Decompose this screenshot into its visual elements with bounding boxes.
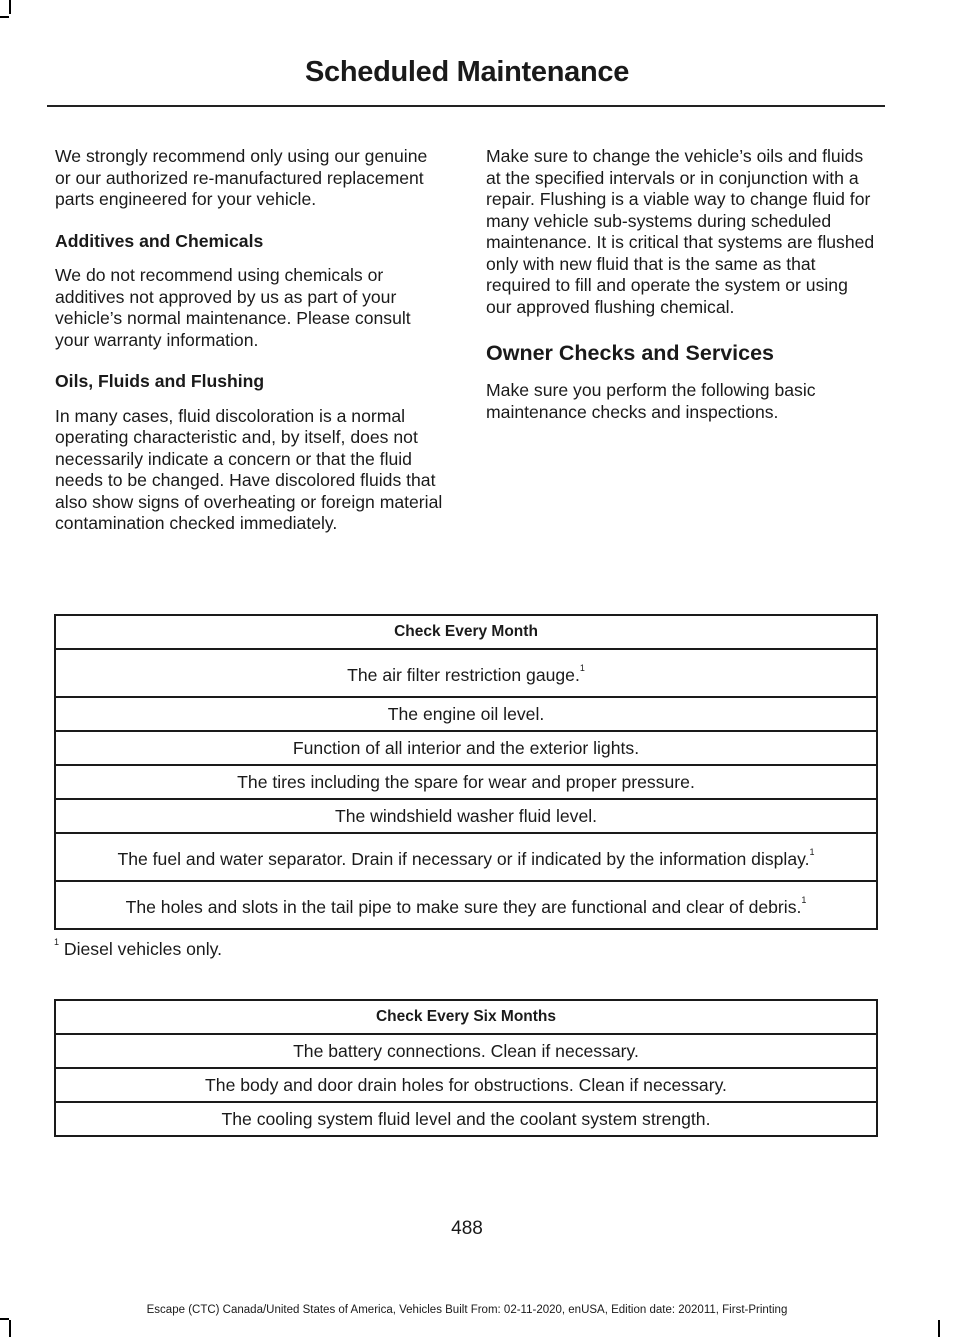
six-month-table-header: Check Every Six Months: [55, 1000, 877, 1034]
crop-mark: [938, 1320, 940, 1337]
table-row: The holes and slots in the tail pipe to make sure they are functional and clear of debris.$^1$: [55, 881, 877, 929]
footnote: $^1$ Diesel vehicles only.: [54, 937, 222, 959]
left-column: [55, 146, 447, 548]
crop-mark: [0, 16, 9, 18]
crop-mark: [0, 1318, 9, 1320]
flushing-paragraph: Make sure to change the vehicle’s oils and fluids at the specified intervals or in conjunction with a repair. Flushing is a viable way to change fluid for many vehicle sub-systems during scheduled maintenance. It is critical that systems are flushed only with new fluid that is the same as that required to fill and operate the system or using our approved flushing chemical.: [486, 146, 875, 317]
footer-text: Escape (CTC) Canada/United States of America, Vehicles Built From: 02-11-2020, enUSA, Edition date: 202011, First-Printing: [146, 1304, 788, 1316]
oils-paragraph: In many cases, fluid discoloration is a normal operating characteristic and, by itself, does not necessarily indicate a concern or that the fluid needs to be changed. Have discolored fluids that also show signs of overheating or foreign material contamination checked immediately.: [55, 405, 443, 533]
table-row: The engine oil level.: [55, 697, 877, 731]
six-month-check-table: [54, 999, 878, 1137]
crop-mark: [9, 0, 11, 14]
footnote-ref: 1: [579, 662, 585, 673]
oils-heading: Oils, Fluids and Flushing: [55, 371, 265, 391]
page-title: Scheduled Maintenance: [304, 56, 630, 88]
crop-mark: [9, 1320, 11, 1337]
footnote-ref: 1: [809, 846, 815, 857]
table-row: The windshield washer fluid level.: [55, 799, 877, 833]
table-row: The battery connections. Clean if necessary.: [55, 1034, 877, 1068]
additives-heading: Additives and Chemicals: [55, 230, 264, 251]
table-row: The air filter restriction gauge.$^1$: [55, 649, 877, 697]
owner-checks-heading: Owner Checks and Services: [486, 341, 775, 365]
footnote-ref: 1: [801, 894, 807, 905]
table-row: The body and door drain holes for obstructions. Clean if necessary.: [55, 1068, 877, 1102]
table-row: The fuel and water separator. Drain if necessary or if indicated by the information display.$^1$: [55, 833, 877, 881]
intro-paragraph: We strongly recommend only using our genuine or our authorized re-manufactured replacement parts engineered for your vehicle.: [55, 146, 428, 209]
right-column: [486, 146, 878, 436]
table-row: Function of all interior and the exterior lights.: [55, 731, 877, 765]
table-row: The tires including the spare for wear and proper pressure.: [55, 765, 877, 799]
footnote-mark: 1: [54, 937, 60, 947]
table-row: The cooling system fluid level and the coolant system strength.: [55, 1102, 877, 1136]
monthly-table-header: Check Every Month: [55, 615, 877, 649]
owner-checks-paragraph: Make sure you perform the following basic maintenance checks and inspections.: [486, 380, 816, 422]
additives-paragraph: We do not recommend using chemicals or additives not approved by us as part of your vehicle’s normal maintenance. Please consult your warranty information.: [55, 265, 411, 350]
title-rule: [47, 105, 885, 107]
page-number: 488: [451, 1218, 483, 1239]
monthly-check-table: [54, 614, 878, 930]
